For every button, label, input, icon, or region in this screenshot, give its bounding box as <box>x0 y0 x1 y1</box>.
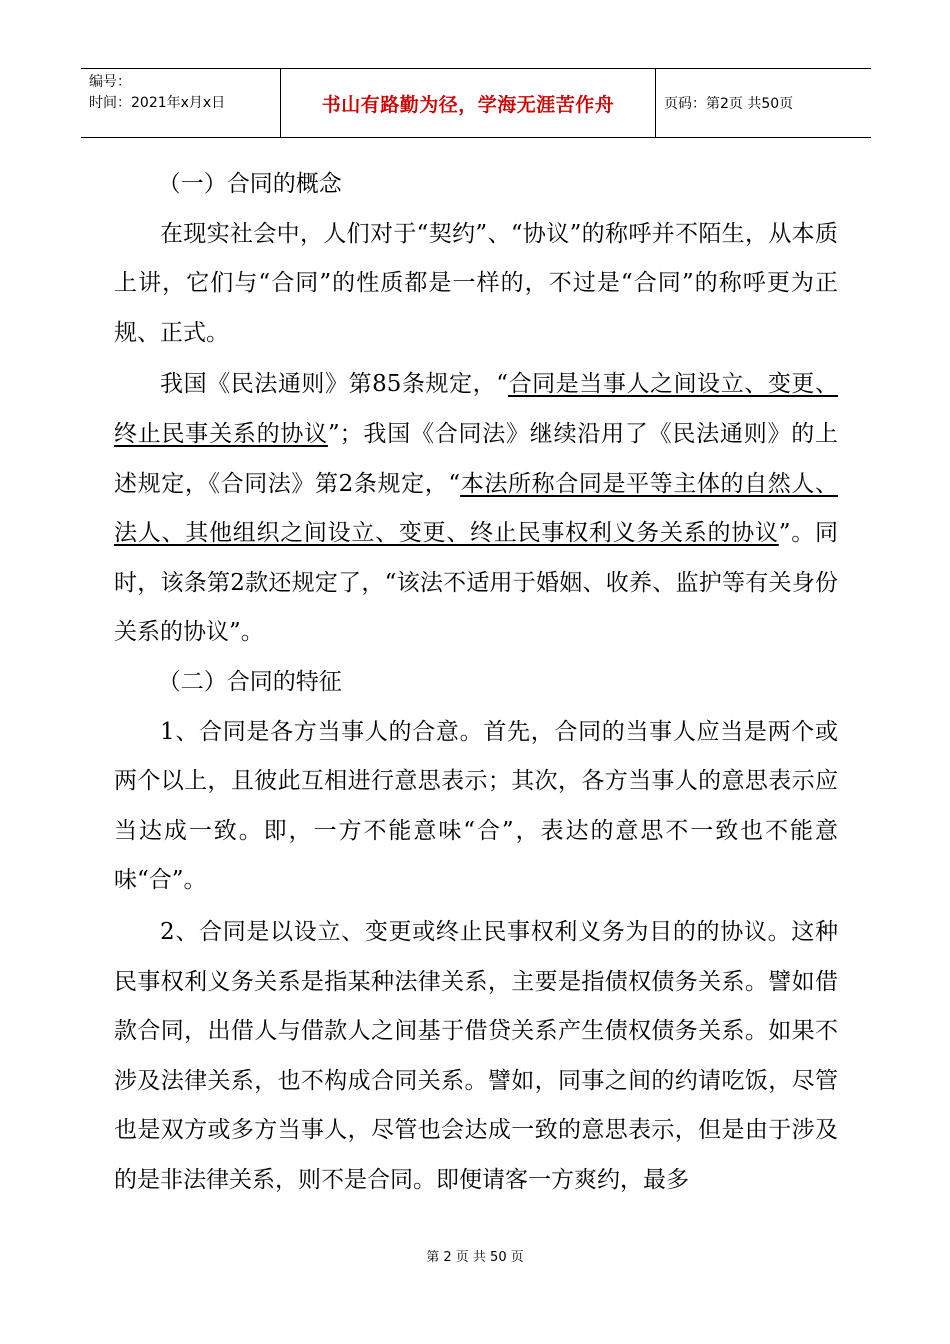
header-page-info: 页码：第2页 共50页 <box>664 96 794 112</box>
header-motto: 书山有路勤为径，学海无涯苦作舟 <box>281 69 656 137</box>
paragraph-2 <box>114 360 838 658</box>
section-heading-concept: （一）合同的概念 <box>157 171 342 197</box>
paragraph-4: 2、合同是以设立、变更或终止民事权利义务为目的的协议。这种民事权利义务关系是指某种法律关系，主要是指债权债务关系。譬如借款合同，出借人与借款人之间基于借贷关系产生债权债务关系。如果不涉及法律关系，也不构成合同关系。譬如，同事之间的约请吃饭，尽管也是双方或多方当事人，尽管也会达成一致的意思表示，但是由于涉及的是非法律关系，则不是合同。即便请客一方爽约，最多 <box>114 918 838 1193</box>
page-header <box>81 68 871 138</box>
p2-underlined-quote-1: 合同是当事人之间设立、变更、终止民事关系的协议 <box>114 371 838 447</box>
section-heading-features: （二）合同的特征 <box>157 668 342 695</box>
p2-text-3: ”。同时，该条第2款还规定了，“该法不适用于婚姻、收养、监护等有关身份关系的协议”。 <box>114 520 839 646</box>
p2-text-1: 我国《民法通则》第85条规定，“ <box>160 371 509 398</box>
paragraph-3: 1、合同是各方当事人的合意。首先，合同的当事人应当是两个或两个以上，且彼此互相进行意思表示；其次，各方当事人的意思表示应当达成一致。即，一方不能意味“合”，表达的意思不一致也不能意味“合”。 <box>114 718 838 894</box>
p2-text-2: ”；我国《合同法》继续沿用了《民法通则》的上述规定，《合同法》第2条规定，“ <box>114 420 838 497</box>
page-footer: 第 2 页 共 50 页 <box>426 1250 524 1265</box>
paragraph-1: 在现实社会中，人们对于“契约”、“协议”的称呼并不陌生，从本质上讲，它们与“合同”的性质都是一样的，不过是“合同”的称呼更为正规、正式。 <box>114 220 838 346</box>
header-meta <box>81 69 281 137</box>
time-label: 时间：2021年x月x日 <box>89 95 226 111</box>
document-body <box>114 160 838 1205</box>
code-label: 编号： <box>89 74 131 90</box>
p2-underlined-quote-2: 本法所称合同是平等主体的自然人、法人、其他组织之间设立、变更、终止民事权利义务关系的协议 <box>114 470 838 547</box>
